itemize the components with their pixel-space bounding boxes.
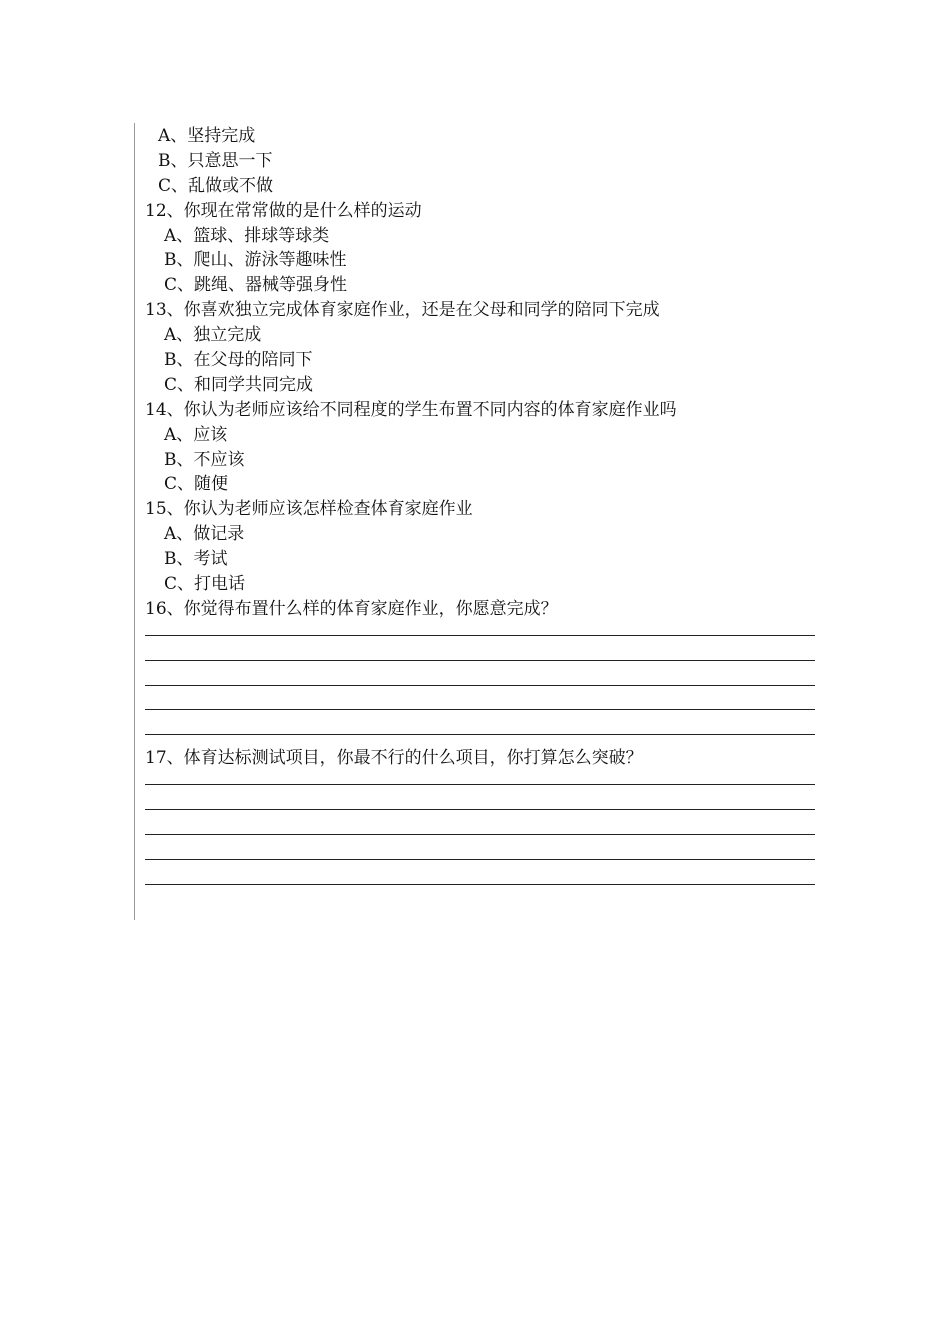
q15-question: 15、你认为老师应该怎样检查体育家庭作业	[145, 499, 473, 520]
q14-option-c: C、随便	[164, 474, 229, 495]
q11-option-a: A、坚持完成	[158, 126, 256, 146]
q12-option-b: B、爬山、游泳等趣味性	[164, 250, 347, 271]
q12-option-a: A、篮球、排球等球类	[164, 225, 330, 246]
q14-option-b: B、不应该	[164, 449, 245, 470]
q17-answer-line[interactable]	[145, 846, 817, 871]
q13-question: 13、你喜欢独立完成体育家庭作业，还是在父母和同学的陪同下完成	[145, 300, 660, 321]
q16-answer-line[interactable]	[145, 696, 817, 721]
q16-answer-line[interactable]	[145, 647, 817, 672]
questionnaire-body	[145, 124, 817, 896]
q11-option-b: B、只意思一下	[158, 150, 273, 171]
q15-option-a: A、做记录	[164, 524, 245, 545]
q17-answer-line[interactable]	[145, 821, 817, 846]
q16-answer-line[interactable]	[145, 721, 817, 746]
q17-question: 17、体育达标测试项目，你最不行的什么项目，你打算怎么突破？	[145, 748, 643, 769]
q17-answer-line[interactable]	[145, 771, 817, 796]
q14-question: 14、你认为老师应该给不同程度的学生布置不同内容的体育家庭作业吗	[145, 399, 677, 420]
q15-option-c: C、打电话	[164, 574, 246, 595]
q14-option-a: A、应该	[164, 424, 228, 445]
q17-answer-line[interactable]	[145, 871, 817, 896]
q13-option-a: A、独立完成	[164, 325, 262, 346]
q16-question: 16、你觉得布置什么样的体育家庭作业，你愿意完成？	[145, 598, 558, 619]
q16-answer-line[interactable]	[145, 672, 817, 697]
q11-option-c: C、乱做或不做	[158, 175, 274, 196]
left-margin-rule	[134, 123, 135, 920]
q17-answer-line[interactable]	[145, 796, 817, 821]
q13-option-b: B、在父母的陪同下	[164, 350, 313, 371]
q13-option-c: C、和同学共同完成	[164, 374, 314, 395]
q12-question: 12、你现在常常做的是什么样的运动	[145, 200, 422, 221]
q12-option-c: C、跳绳、器械等强身性	[164, 275, 348, 296]
q15-option-b: B、考试	[164, 549, 228, 570]
q16-answer-line[interactable]	[145, 622, 817, 647]
